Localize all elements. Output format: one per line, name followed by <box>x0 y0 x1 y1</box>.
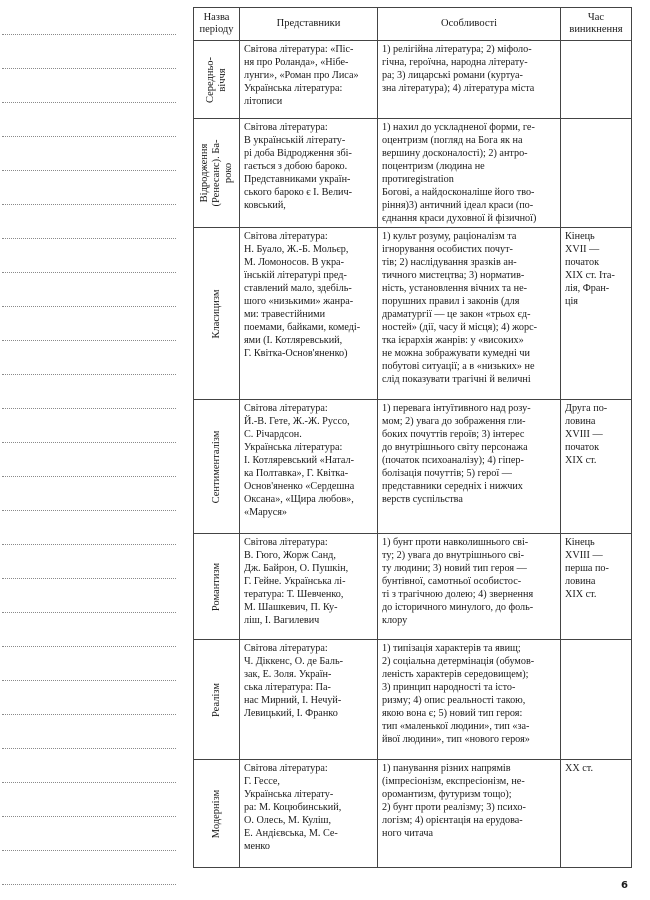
dotted-line <box>2 680 176 681</box>
dotted-line <box>2 816 176 817</box>
representatives-cell: Світова література: В українській літерату- рі доба Відродження збі- гається з добою бароко. Представниками україн- ського бароко є І. Велич- ковський, <box>240 119 378 228</box>
table-row <box>194 760 632 868</box>
dotted-line <box>2 782 176 783</box>
dotted-line <box>2 34 176 35</box>
period-name: Романтизм <box>210 562 222 611</box>
table-row <box>194 119 632 228</box>
time-cell <box>561 119 632 228</box>
period-cell <box>194 640 240 760</box>
dotted-line <box>2 238 176 239</box>
table-row <box>194 534 632 640</box>
notes-ruled-lines <box>0 8 178 888</box>
period-name: Середньо- віччя <box>204 56 228 103</box>
features-cell: 1) релігійна література; 2) міфоло- гічна, героїчна, народна літерату- ра; 3) лицарські романи (куртуа- зна література); 4) література міста <box>378 41 561 119</box>
table-row <box>194 41 632 119</box>
features-cell: 1) нахил до ускладненої форми, ге- оцентризм (погляд на Бога як на вершину досконалості); 2) антро- поцентризм (людина не протиregistration Богові, а найдосконаліше його тво- ріння)3) античний ідеал краси (по- єднання краси духовної й фізичної) <box>378 119 561 228</box>
time-cell: Кінець XVII — початок XIX ст. Іта- лія, Фран- ція <box>561 228 632 400</box>
dotted-line <box>2 884 176 885</box>
dotted-line <box>2 340 176 341</box>
table-row <box>194 400 632 534</box>
dotted-line <box>2 68 176 69</box>
representatives-cell: Світова література: Н. Буало, Ж.-Б. Мольєр, М. Ломоносов. В укра- їнській літературі пред- ставлений мало, здебіль- шого «низькими» жанра- ми: травестійними поемами, байками, комеді- ями (І. Котляревський, Г. Квітка-Основ'яненко) <box>240 228 378 400</box>
period-name: Модернізм <box>210 789 222 838</box>
dotted-line <box>2 612 176 613</box>
dotted-line <box>2 578 176 579</box>
dotted-line <box>2 374 176 375</box>
time-cell: Кінець XVIII — перша по- ловина XIX ст. <box>561 534 632 640</box>
table-row <box>194 228 632 400</box>
time-cell <box>561 640 632 760</box>
header-period: Назва періоду <box>194 8 240 41</box>
header-time: Час виникнення <box>561 8 632 41</box>
features-cell: 1) бунт проти навколишнього сві- ту; 2) увага до внутрішнього сві- ту людини; 3) новий тип героя — бунтівної, самотньої особистос- ті з трагічною долею; 4) звернення до історичного минулого, до фоль- клору <box>378 534 561 640</box>
representatives-cell: Світова література: В. Гюго, Жорж Санд, Дж. Байрон, О. Пушкін, Г. Гейне. Українська лі- тература: Т. Шевченко, М. Шашкевич, П. Ку- ліш, І. Вагилевич <box>240 534 378 640</box>
literary-periods-table <box>193 7 632 868</box>
representatives-cell: Світова література: Ч. Діккенс, О. де Баль- зак, Е. Золя. Україн- ська література: Па- нас Мирний, І. Нечуй- Левицький, І. Франко <box>240 640 378 760</box>
dotted-line <box>2 102 176 103</box>
period-name: Відродження (Ренесанс). Ба- роко <box>198 139 234 207</box>
table-row <box>194 640 632 760</box>
header-representatives: Представники <box>240 8 378 41</box>
representatives-cell: Світова література: Г. Гессе, Українська літерату- ра: М. Коцюбинський, О. Олесь, М. Куліш, Е. Андієвська, М. Се- менко <box>240 760 378 868</box>
page-number: 6 <box>621 880 628 891</box>
period-cell <box>194 41 240 119</box>
period-cell <box>194 760 240 868</box>
representatives-cell: Світова література: «Піс- ня про Роланда», «Нібе- лунги», «Роман про Лиса» Українська література: літописи <box>240 41 378 119</box>
dotted-line <box>2 544 176 545</box>
features-cell: 1) панування різних напрямів (імпресіонізм, експресіонізм, не- оромантизм, футуризм тощо); 2) бунт проти реалізму; 3) психо- логізм; 4) орієнтація на ерудова- ного читача <box>378 760 561 868</box>
features-cell: 1) перевага інтуїтивного над розу- мом; 2) увага до зображення гли- боких почуттів героїв; 3) інтерес до внутрішнього світу персонажа (початок психоаналізу); 4) гіпер- болізація почуттів; 5) герої — представники середніх і нижчих верств суспільства <box>378 400 561 534</box>
dotted-line <box>2 136 176 137</box>
dotted-line <box>2 646 176 647</box>
time-cell: XX ст. <box>561 760 632 868</box>
time-cell: Друга по- ловина XVIII — початок XIX ст. <box>561 400 632 534</box>
table-header-row <box>194 8 632 41</box>
dotted-line <box>2 850 176 851</box>
dotted-line <box>2 476 176 477</box>
period-name: Класицизм <box>210 288 222 339</box>
dotted-line <box>2 408 176 409</box>
header-features: Особливості <box>378 8 561 41</box>
period-cell <box>194 119 240 228</box>
representatives-cell: Світова література: Й.-В. Гете, Ж.-Ж. Руссо, С. Річардсон. Українська література: І. Котляревський «Натал- ка Полтавка», Г. Квітка- Основ'яненко «Сердешна Оксана», «Щира любов», «Маруся» <box>240 400 378 534</box>
dotted-line <box>2 272 176 273</box>
dotted-line <box>2 170 176 171</box>
features-cell: 1) культ розуму, раціоналізм та ігнорування особистих почут- тів; 2) наслідування зразків ан- тичного мистецтва; 3) норматив- ність, установлення вічних та не- порушних правил і законів (для драматургії — це закон «трьох єд- ностей» (дії, часу й місця); 4) жорс- тка ієрархія жанрів: у «високих» не можна зображувати кумедні чи побутові ситуації; а в «низьких» не слід показувати трагічні й величні <box>378 228 561 400</box>
time-cell <box>561 41 632 119</box>
period-cell <box>194 400 240 534</box>
dotted-line <box>2 748 176 749</box>
period-name: Реалізм <box>210 682 222 717</box>
period-cell <box>194 534 240 640</box>
period-name: Сентименталізм <box>210 430 222 503</box>
dotted-line <box>2 204 176 205</box>
dotted-line <box>2 306 176 307</box>
dotted-line <box>2 442 176 443</box>
period-cell <box>194 228 240 400</box>
dotted-line <box>2 714 176 715</box>
features-cell: 1) типізація характерів та явищ; 2) соціальна детермінація (обумов- леність характерів середовищем); 3) принцип народності та істо- ризму; 4) опис реальності такою, якою вона є; 5) новий тип героя: тип «маленької людини», тип «за- йвої людини», тип «нового героя» <box>378 640 561 760</box>
dotted-line <box>2 510 176 511</box>
